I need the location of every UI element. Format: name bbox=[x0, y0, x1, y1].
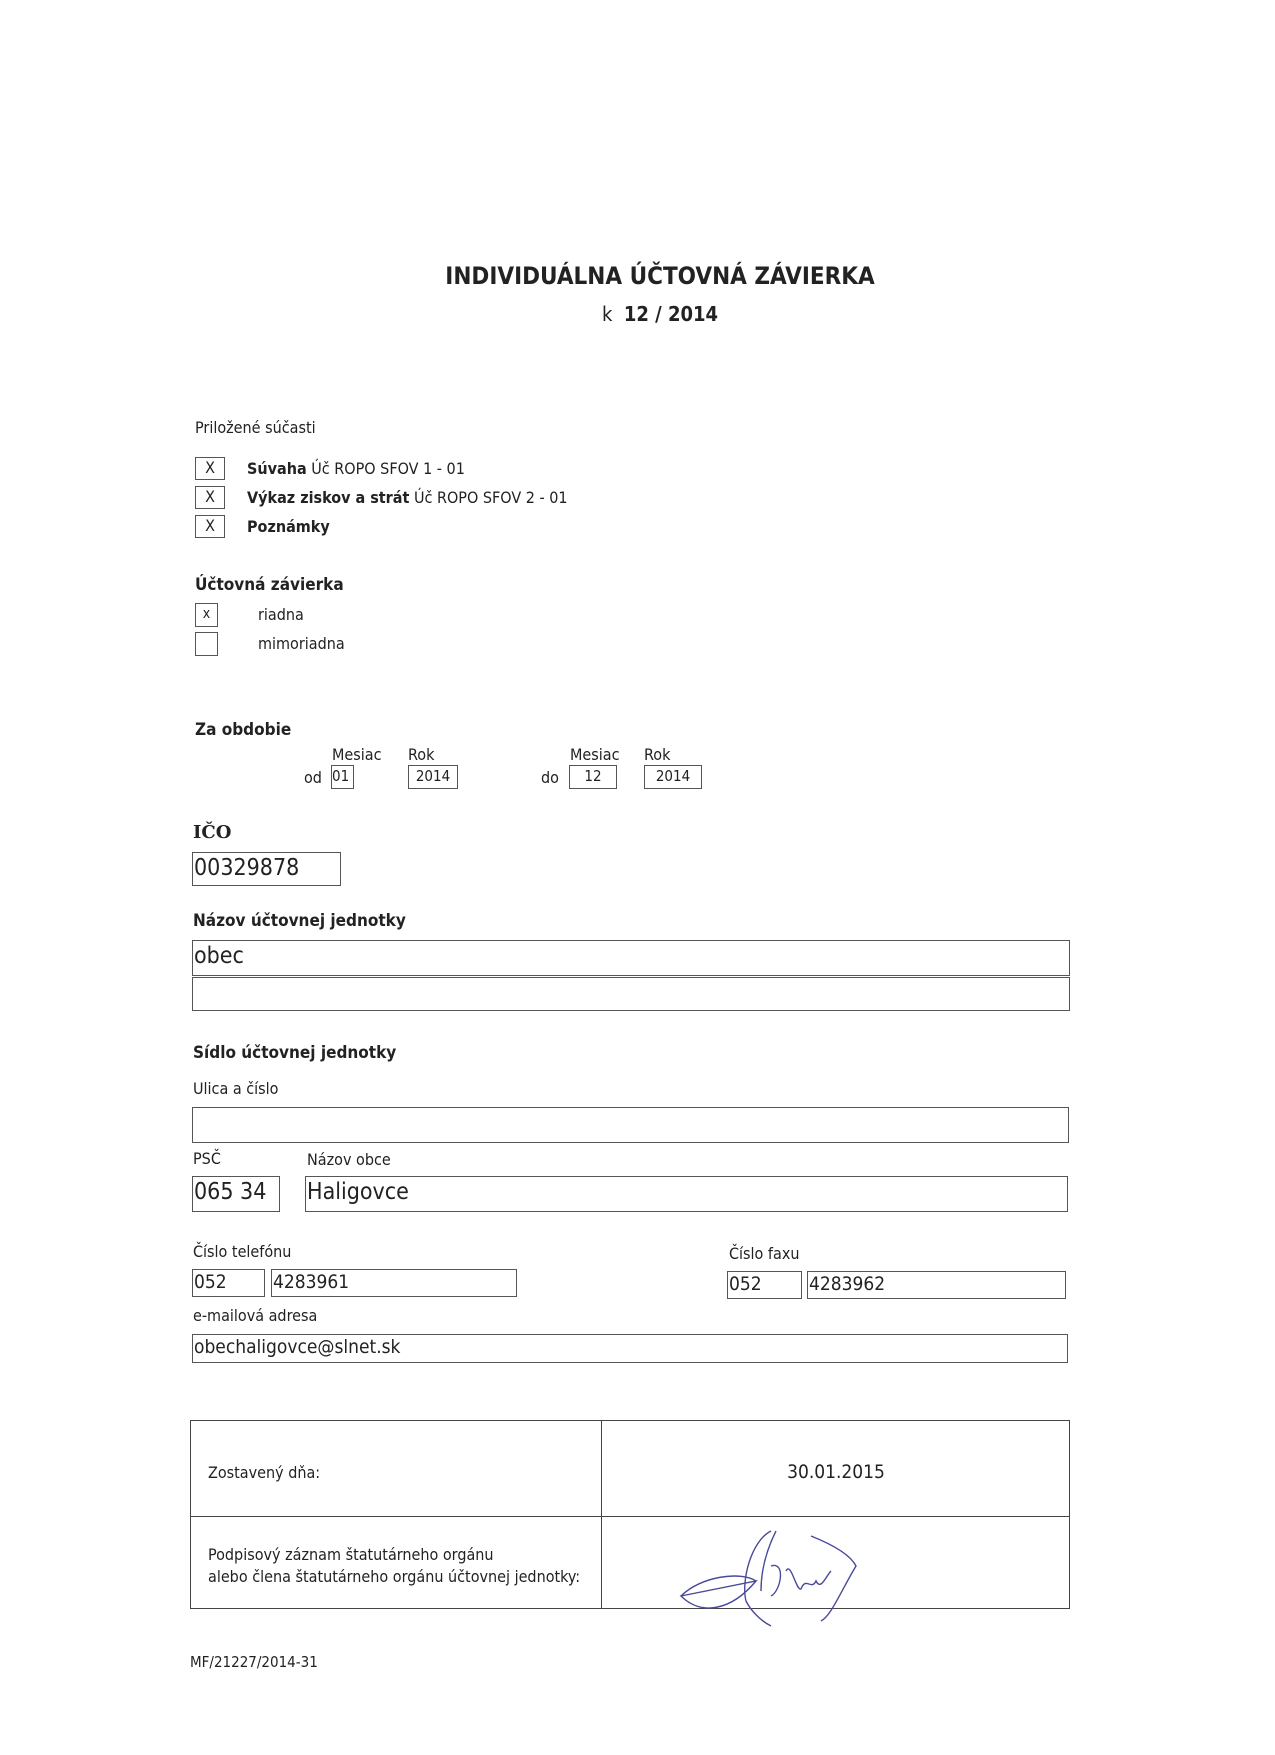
attachment-poznamky: Poznámky bbox=[247, 517, 330, 536]
sign-label-2: alebo člena štatutárneho orgánu účtovnej jednotky: bbox=[208, 1567, 581, 1586]
page-title: INDIVIDUÁLNA ÚČTOVNÁ ZÁVIERKA bbox=[445, 262, 875, 290]
period-heading bbox=[0, 302, 1275, 326]
sign-label-1: Podpisový záznam štatutárneho orgánu bbox=[208, 1545, 494, 1564]
closing-label: Účtovná závierka bbox=[195, 575, 344, 595]
attachments-label: Priložené súčasti bbox=[195, 418, 316, 437]
date-label: Zostavený dňa: bbox=[208, 1463, 321, 1482]
to-year-label: Rok bbox=[644, 745, 671, 764]
phone-field[interactable]: 4283961 bbox=[271, 1269, 517, 1297]
period-value: 12 / 2014 bbox=[623, 302, 719, 326]
entity-name-field-2[interactable] bbox=[192, 977, 1070, 1011]
fax-field[interactable]: 4283962 bbox=[807, 1271, 1066, 1299]
signature-table bbox=[190, 1420, 1070, 1609]
checkbox-mimoriadna[interactable] bbox=[195, 632, 218, 656]
attachment-name: Súvaha bbox=[247, 459, 307, 478]
street-label: Ulica a číslo bbox=[193, 1079, 279, 1098]
entity-name-field-1[interactable]: obec bbox=[192, 940, 1070, 976]
option-mimoriadna: mimoriadna bbox=[258, 634, 345, 653]
attachment-vykaz bbox=[247, 488, 568, 507]
fax-label: Číslo faxu bbox=[729, 1244, 800, 1263]
psc-label: PSČ bbox=[193, 1149, 221, 1168]
checkbox-riadna[interactable]: x bbox=[195, 603, 218, 627]
checkbox-poznamky[interactable]: X bbox=[195, 515, 225, 538]
street-field[interactable] bbox=[192, 1107, 1069, 1143]
phone-label: Číslo telefónu bbox=[193, 1242, 292, 1261]
table-divider-vertical bbox=[601, 1421, 602, 1608]
table-divider-horizontal bbox=[191, 1516, 1069, 1517]
from-year-label: Rok bbox=[408, 745, 435, 764]
from-month-label: Mesiac bbox=[332, 745, 382, 764]
email-label: e-mailová adresa bbox=[193, 1306, 318, 1325]
period-range-label: Za obdobie bbox=[195, 720, 292, 740]
to-month-field[interactable]: 12 bbox=[569, 765, 617, 789]
city-field[interactable]: Haligovce bbox=[305, 1176, 1068, 1212]
seat-label: Sídlo účtovnej jednotky bbox=[193, 1043, 397, 1063]
date-value: 30.01.2015 bbox=[787, 1461, 885, 1483]
email-field[interactable]: obechaligovce@slnet.sk bbox=[192, 1334, 1068, 1363]
to-year-field[interactable]: 2014 bbox=[644, 765, 702, 789]
ico-field[interactable]: 00329878 bbox=[192, 852, 341, 886]
ico-label: IČO bbox=[193, 822, 232, 843]
from-month-field[interactable]: 01 bbox=[331, 765, 354, 789]
fax-prefix-field[interactable]: 052 bbox=[727, 1271, 802, 1299]
attachment-code: Úč ROPO SFOV 2 - 01 bbox=[413, 488, 568, 507]
from-year-field[interactable]: 2014 bbox=[408, 765, 458, 789]
form-code: MF/21227/2014-31 bbox=[190, 1653, 318, 1671]
attachment-suvaha bbox=[247, 459, 465, 478]
attachment-code: Úč ROPO SFOV 1 - 01 bbox=[311, 459, 465, 478]
from-label: od bbox=[304, 768, 322, 787]
checkbox-suvaha[interactable]: X bbox=[195, 457, 225, 480]
option-riadna: riadna bbox=[258, 605, 304, 624]
signature-image bbox=[661, 1521, 871, 1631]
city-label: Názov obce bbox=[307, 1150, 391, 1169]
period-prefix: k bbox=[601, 302, 613, 326]
psc-field[interactable]: 065 34 bbox=[192, 1176, 280, 1212]
to-label: do bbox=[541, 768, 559, 787]
to-month-label: Mesiac bbox=[570, 745, 620, 764]
checkbox-vykaz[interactable]: X bbox=[195, 486, 225, 509]
entity-name-label: Názov účtovnej jednotky bbox=[193, 911, 406, 931]
attachment-name: Výkaz ziskov a strát bbox=[247, 488, 410, 507]
phone-prefix-field[interactable]: 052 bbox=[192, 1269, 265, 1297]
